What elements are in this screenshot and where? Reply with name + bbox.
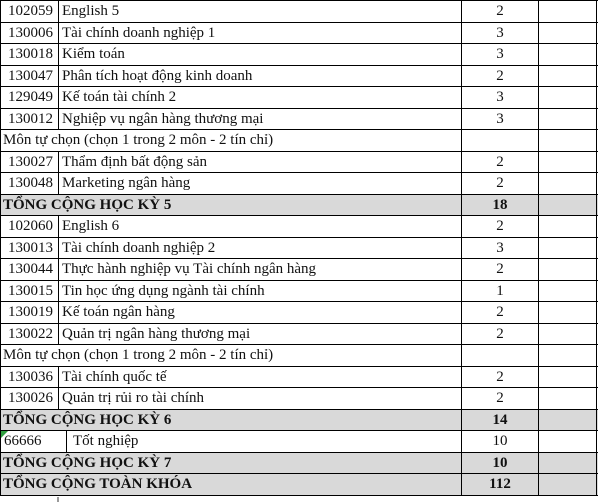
course-row[interactable] <box>1 109 598 131</box>
credits-cell[interactable]: 2 <box>462 324 539 345</box>
credits-cell[interactable]: 3 <box>462 23 539 44</box>
course-name-cell[interactable]: Tài chính doanh nghiệp 1 <box>59 23 462 44</box>
graduation-row[interactable] <box>1 431 598 453</box>
note-cell[interactable] <box>539 195 597 216</box>
credits-cell[interactable]: 2 <box>462 173 539 194</box>
course-name-cell[interactable]: Nghiệp vụ ngân hàng thương mại <box>59 109 462 130</box>
credits-cell[interactable]: 2 <box>462 302 539 323</box>
elective-header-label[interactable]: Môn tự chọn (chọn 1 trong 2 môn - 2 tín chỉ) <box>1 345 462 366</box>
credits-cell[interactable]: 3 <box>462 87 539 108</box>
course-name-cell[interactable]: Thẩm định bất động sản <box>59 152 462 173</box>
course-code-cell[interactable]: 130018 <box>1 44 59 65</box>
course-row[interactable] <box>1 238 598 260</box>
course-row[interactable] <box>1 23 598 45</box>
course-code-cell[interactable]: 130036 <box>1 367 59 388</box>
semester-total-row[interactable] <box>1 410 598 432</box>
elective-header-row[interactable] <box>1 130 598 152</box>
course-code-cell[interactable]: 130006 <box>1 23 59 44</box>
course-code-cell[interactable]: 130048 <box>1 173 59 194</box>
course-row[interactable] <box>1 281 598 303</box>
note-cell[interactable] <box>539 238 597 259</box>
total-credits-cell[interactable]: 14 <box>462 410 539 431</box>
total-label-cell[interactable]: TỔNG CỘNG HỌC KỲ 7 <box>1 453 462 474</box>
note-cell[interactable] <box>539 431 597 452</box>
course-row[interactable] <box>1 152 598 174</box>
course-code-cell[interactable]: 130019 <box>1 302 59 323</box>
credits-cell[interactable]: 1 <box>462 281 539 302</box>
total-label-cell[interactable]: TỔNG CỘNG HỌC KỲ 5 <box>1 195 462 216</box>
course-code-cell[interactable]: 130022 <box>1 324 59 345</box>
course-name-cell[interactable]: Phân tích hoạt động kinh doanh <box>59 66 462 87</box>
note-cell[interactable] <box>539 259 597 280</box>
credits-cell[interactable]: 3 <box>462 109 539 130</box>
course-name-cell[interactable]: Kế toán ngân hàng <box>59 302 462 323</box>
course-row[interactable] <box>1 173 598 195</box>
course-code-cell[interactable]: 130013 <box>1 238 59 259</box>
course-code-cell[interactable]: 129049 <box>1 87 59 108</box>
note-cell[interactable] <box>539 302 597 323</box>
elective-header-label[interactable]: Môn tự chọn (chọn 1 trong 2 môn - 2 tín chỉ) <box>1 130 462 151</box>
course-name-cell[interactable]: Kiểm toán <box>59 44 462 65</box>
note-cell[interactable] <box>539 109 597 130</box>
course-name-cell[interactable]: English 6 <box>59 216 462 237</box>
credits-cell[interactable]: 2 <box>462 1 539 22</box>
semester-total-row[interactable] <box>1 474 598 496</box>
total-credits-cell[interactable]: 112 <box>462 474 539 495</box>
green-corner-marker-icon <box>1 431 8 438</box>
course-row[interactable] <box>1 1 598 23</box>
total-credits-cell[interactable]: 10 <box>462 453 539 474</box>
course-name-cell[interactable]: Thực hành nghiệp vụ Tài chính ngân hàng <box>59 259 462 280</box>
credits-cell[interactable]: 2 <box>462 388 539 409</box>
note-cell[interactable] <box>539 367 597 388</box>
credits-cell[interactable]: 2 <box>462 367 539 388</box>
course-code-cell[interactable]: 130044 <box>1 259 59 280</box>
semester-total-row[interactable] <box>1 195 598 217</box>
credits-cell[interactable] <box>462 345 539 366</box>
course-row[interactable] <box>1 302 598 324</box>
course-code-cell[interactable]: 130026 <box>1 388 59 409</box>
course-name-cell[interactable]: Quản trị ngân hàng thương mại <box>59 324 462 345</box>
semester-total-row[interactable] <box>1 453 598 475</box>
course-name-cell[interactable]: Kế toán tài chính 2 <box>59 87 462 108</box>
course-name-cell[interactable]: Marketing ngân hàng <box>59 173 462 194</box>
note-cell[interactable] <box>539 474 597 495</box>
credits-cell[interactable]: 2 <box>462 152 539 173</box>
course-name-cell[interactable]: English 5 <box>59 1 462 22</box>
course-row[interactable] <box>1 388 598 410</box>
note-cell[interactable] <box>539 66 597 87</box>
course-code-cell[interactable]: 102059 <box>1 1 59 22</box>
credits-cell[interactable]: 3 <box>462 238 539 259</box>
course-code-cell[interactable]: 130012 <box>1 109 59 130</box>
course-code-cell[interactable]: 102060 <box>1 216 59 237</box>
course-row[interactable] <box>1 216 598 238</box>
note-cell[interactable] <box>539 152 597 173</box>
course-name-cell[interactable]: Tài chính doanh nghiệp 2 <box>59 238 462 259</box>
credits-cell[interactable] <box>462 130 539 151</box>
credits-cell[interactable]: 10 <box>462 431 539 452</box>
total-label-cell[interactable]: TỔNG CỘNG HỌC KỲ 6 <box>1 410 462 431</box>
note-cell[interactable] <box>539 87 597 108</box>
note-cell[interactable] <box>539 410 597 431</box>
note-cell[interactable] <box>539 44 597 65</box>
course-code-cell[interactable]: 130027 <box>1 152 59 173</box>
note-cell[interactable] <box>539 130 597 151</box>
note-cell[interactable] <box>539 216 597 237</box>
credits-cell[interactable]: 2 <box>462 259 539 280</box>
partial-next-row-border <box>57 497 59 502</box>
credits-cell[interactable]: 2 <box>462 216 539 237</box>
note-cell[interactable] <box>539 281 597 302</box>
note-cell[interactable] <box>539 1 597 22</box>
credits-cell[interactable]: 2 <box>462 66 539 87</box>
credits-cell[interactable]: 3 <box>462 44 539 65</box>
course-code-cell[interactable]: 130015 <box>1 281 59 302</box>
course-row[interactable] <box>1 66 598 88</box>
note-cell[interactable] <box>539 23 597 44</box>
note-cell[interactable] <box>539 324 597 345</box>
course-row[interactable] <box>1 367 598 389</box>
course-row[interactable] <box>1 324 598 346</box>
note-cell[interactable] <box>539 173 597 194</box>
table-body <box>1 1 598 496</box>
course-code-cell[interactable]: 66666 <box>1 431 67 452</box>
note-cell[interactable] <box>539 345 597 366</box>
elective-header-row[interactable] <box>1 345 598 367</box>
course-code-cell[interactable]: 130047 <box>1 66 59 87</box>
course-row[interactable] <box>1 87 598 109</box>
note-cell[interactable] <box>539 453 597 474</box>
course-name-cell[interactable]: Tin học ứng dụng ngành tài chính <box>59 281 462 302</box>
course-row[interactable] <box>1 259 598 281</box>
course-name-cell[interactable]: Tốt nghiệp <box>67 431 462 452</box>
course-name-cell[interactable]: Quản trị rủi ro tài chính <box>59 388 462 409</box>
total-credits-cell[interactable]: 18 <box>462 195 539 216</box>
note-cell[interactable] <box>539 388 597 409</box>
course-name-cell[interactable]: Tài chính quốc tế <box>59 367 462 388</box>
total-label-cell[interactable]: TỔNG CỘNG TOÀN KHÓA <box>1 474 462 495</box>
course-row[interactable] <box>1 44 598 66</box>
